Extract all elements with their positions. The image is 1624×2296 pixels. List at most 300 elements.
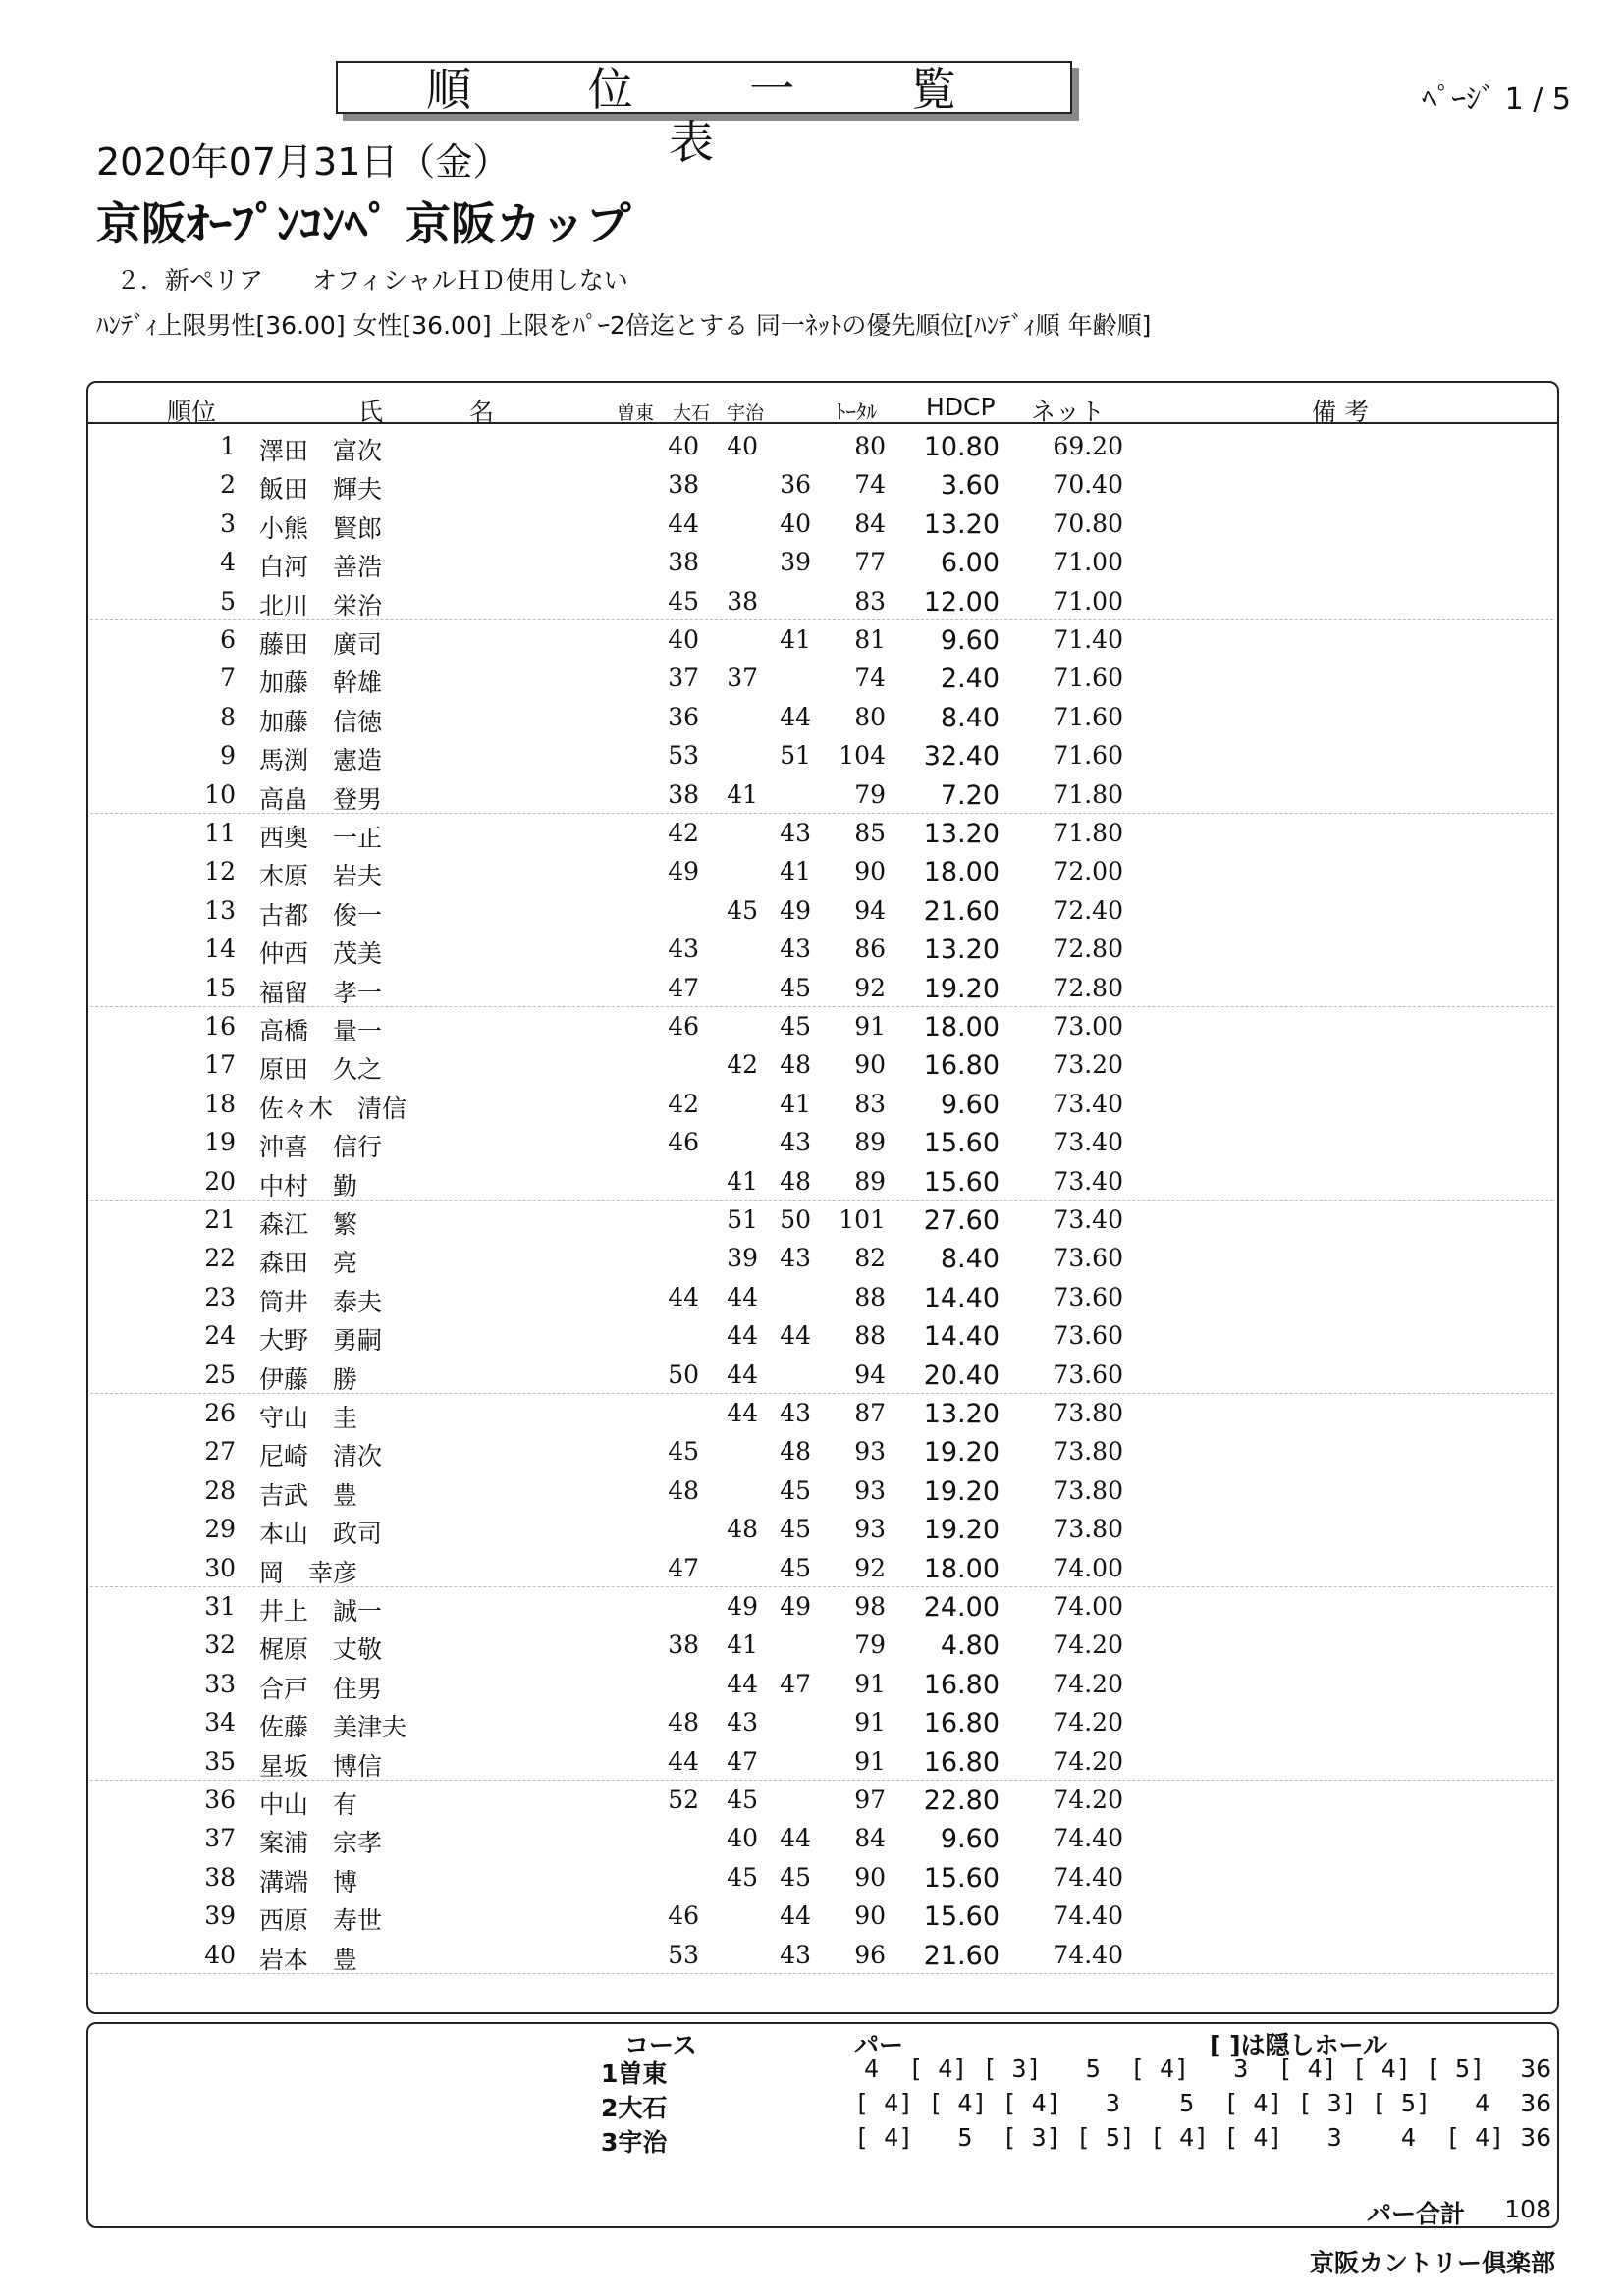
cell-hdcp: 19.20 (923, 973, 1000, 1004)
cell-net: 71.60 (1053, 702, 1123, 731)
cell-name: 梶原 丈敬 (259, 1635, 383, 1665)
cell-rank: 29 (204, 1515, 236, 1544)
par-total-label: パー合計 (1367, 2200, 1466, 2228)
page-title: 順 位 一 覧 表 (336, 61, 1072, 114)
cell-hdcp: 9.60 (940, 1824, 1000, 1855)
cell-c1: 44 (668, 1282, 699, 1311)
cell-net: 73.40 (1053, 1166, 1123, 1196)
cell-c2: 45 (727, 895, 758, 925)
scoring-method: ２．新ペリア オフィシャルＨＤ使用しない (116, 266, 628, 294)
table-row (90, 851, 1553, 889)
cell-name: 中山 有 (259, 1790, 358, 1819)
cell-hdcp: 15.60 (923, 1862, 1000, 1894)
table-row (90, 1084, 1553, 1122)
cell-c3: 45 (780, 1012, 811, 1041)
cell-c1: 37 (668, 664, 699, 693)
cell-total: 91 (854, 1708, 886, 1737)
cell-c2: 47 (727, 1746, 758, 1776)
col-course-1: 曽東 (617, 402, 655, 424)
col-rank: 順位 (167, 398, 217, 426)
cell-c3: 44 (780, 1824, 811, 1853)
cell-net: 74.40 (1053, 1824, 1123, 1853)
table-row (90, 1857, 1553, 1896)
cell-c1: 53 (668, 741, 699, 771)
cell-net: 72.80 (1053, 934, 1123, 964)
cell-name: 高橋 量一 (259, 1017, 383, 1045)
cell-hdcp: 18.00 (923, 1553, 1000, 1584)
cell-c3: 44 (780, 702, 811, 731)
cell-name: 中村 勤 (259, 1171, 358, 1201)
col-hdcp: HDCP (926, 393, 996, 421)
col-course-2: 大石 (673, 402, 711, 424)
cell-total: 91 (854, 1012, 886, 1041)
row-group-divider (90, 1973, 1553, 1974)
cell-c2: 40 (727, 432, 758, 460)
cell-name: 岡 幸彦 (259, 1558, 358, 1587)
cell-name: 仲西 茂美 (259, 939, 383, 969)
cell-c1: 46 (668, 1128, 699, 1157)
cell-c1: 49 (668, 857, 699, 886)
cell-hdcp: 18.00 (923, 857, 1000, 888)
cell-total: 84 (854, 508, 886, 538)
cell-rank: 18 (204, 1089, 236, 1118)
cell-c1: 38 (668, 548, 699, 577)
cell-hdcp: 9.60 (940, 1089, 1000, 1120)
table-row (90, 1741, 1553, 1780)
cell-name: 高畠 登男 (259, 784, 383, 814)
cell-total: 80 (854, 432, 886, 460)
cell-name: 尼崎 清次 (259, 1442, 383, 1471)
cell-net: 71.80 (1053, 779, 1123, 809)
cell-c1: 38 (668, 779, 699, 809)
table-row (90, 929, 1553, 967)
cell-total: 79 (854, 779, 886, 809)
course-line-pars: [ 4] [ 4] [ 4] 3 5 [ 4] [ 3] [ 5] 4 (854, 2089, 1490, 2117)
cell-c2: 45 (727, 1786, 758, 1814)
cell-name: 溝端 博 (259, 1867, 358, 1896)
hidden-hole-note: [ ]は隠しホール (1210, 2031, 1388, 2059)
cell-rank: 13 (204, 895, 236, 925)
cell-total: 90 (854, 1901, 886, 1931)
cell-rank: 40 (204, 1940, 236, 1969)
cell-name: 森江 繁 (259, 1210, 358, 1239)
cell-rank: 8 (220, 702, 236, 731)
course-line-name: 3宇治 (601, 2128, 668, 2157)
cell-net: 73.40 (1053, 1089, 1123, 1118)
table-row (90, 1277, 1553, 1315)
cell-c1: 52 (668, 1786, 699, 1814)
cell-hdcp: 12.00 (923, 586, 1000, 617)
cell-c3: 45 (780, 1515, 811, 1544)
cell-name: 加藤 幹雄 (259, 668, 383, 698)
cell-name: 星坂 博信 (259, 1751, 383, 1781)
col-name-1: 氏 (358, 398, 384, 426)
cell-hdcp: 18.00 (923, 1012, 1000, 1042)
cell-c3: 40 (780, 508, 811, 538)
cell-hdcp: 2.40 (940, 664, 1000, 695)
table-row (90, 1509, 1553, 1547)
table-row (90, 1044, 1553, 1083)
cell-net: 73.60 (1053, 1282, 1123, 1311)
table-row (90, 1780, 1553, 1818)
cell-total: 89 (854, 1166, 886, 1196)
cell-name: 合戸 住男 (259, 1674, 383, 1703)
cell-net: 73.60 (1053, 1321, 1123, 1351)
cell-c2: 51 (727, 1205, 758, 1234)
cell-name: 飯田 輝夫 (259, 475, 383, 505)
cell-c3: 43 (780, 819, 811, 847)
cell-hdcp: 20.40 (923, 1360, 1000, 1391)
cell-net: 73.80 (1053, 1475, 1123, 1505)
cell-total: 92 (854, 1553, 886, 1582)
cell-net: 74.20 (1053, 1669, 1123, 1698)
cell-rank: 12 (204, 857, 236, 886)
cell-rank: 9 (220, 741, 236, 771)
cell-net: 73.60 (1053, 1360, 1123, 1389)
cell-rank: 32 (204, 1630, 236, 1660)
table-row (90, 1200, 1553, 1238)
table-row (90, 1548, 1553, 1586)
cell-name: 西原 寿世 (259, 1906, 383, 1936)
cell-name: 吉武 豊 (259, 1480, 358, 1510)
cell-net: 71.00 (1053, 548, 1123, 577)
cell-rank: 22 (204, 1244, 236, 1273)
cell-c2: 45 (727, 1862, 758, 1892)
cell-c3: 48 (780, 1050, 811, 1080)
cell-net: 72.40 (1053, 895, 1123, 925)
table-row (90, 1315, 1553, 1354)
cell-rank: 27 (204, 1437, 236, 1467)
cell-hdcp: 16.80 (923, 1669, 1000, 1700)
cell-c2: 43 (727, 1708, 758, 1737)
cell-name: 森田 亮 (259, 1249, 358, 1278)
cell-c3: 43 (780, 1399, 811, 1427)
cell-rank: 16 (204, 1012, 236, 1041)
cell-net: 70.40 (1053, 470, 1123, 500)
cell-total: 90 (854, 857, 886, 886)
cell-rank: 34 (204, 1708, 236, 1737)
cell-total: 85 (854, 819, 886, 847)
cell-c2: 44 (727, 1282, 758, 1311)
cell-hdcp: 9.60 (940, 625, 1000, 656)
cell-hdcp: 16.80 (923, 1746, 1000, 1778)
cell-total: 83 (854, 586, 886, 615)
cell-c2: 44 (727, 1360, 758, 1389)
cell-total: 101 (839, 1205, 886, 1234)
cell-c3: 49 (780, 895, 811, 925)
course-line-name: 1曽東 (601, 2059, 668, 2088)
cell-total: 97 (854, 1786, 886, 1814)
cell-rank: 24 (204, 1321, 236, 1351)
cell-net: 74.20 (1053, 1630, 1123, 1660)
cell-total: 92 (854, 973, 886, 1002)
cell-net: 71.60 (1053, 664, 1123, 693)
cell-total: 86 (854, 934, 886, 964)
cell-hdcp: 15.60 (923, 1166, 1000, 1198)
cell-c3: 45 (780, 1475, 811, 1505)
cell-net: 73.80 (1053, 1399, 1123, 1427)
cell-hdcp: 21.60 (923, 1940, 1000, 1971)
cell-c1: 46 (668, 1012, 699, 1041)
cell-name: 古都 俊一 (259, 900, 383, 930)
table-row (90, 1586, 1553, 1625)
cell-rank: 5 (220, 586, 236, 615)
cell-c3: 45 (780, 1862, 811, 1892)
cell-total: 88 (854, 1282, 886, 1311)
cell-rank: 23 (204, 1282, 236, 1311)
cell-net: 73.20 (1053, 1050, 1123, 1080)
cell-rank: 20 (204, 1166, 236, 1196)
cell-total: 90 (854, 1050, 886, 1080)
cell-hdcp: 14.40 (923, 1321, 1000, 1353)
cell-c1: 42 (668, 1089, 699, 1118)
cell-rank: 25 (204, 1360, 236, 1389)
cell-c3: 44 (780, 1901, 811, 1931)
course-header: コース (624, 2031, 697, 2059)
table-row (90, 1664, 1553, 1702)
cell-name: 白河 善浩 (259, 553, 383, 582)
course-line-pars: 4 [ 4] [ 3] 5 [ 4] 3 [ 4] [ 4] [ 5] (864, 2055, 1486, 2083)
cell-rank: 4 (220, 548, 236, 577)
cell-name: 佐々木 清信 (259, 1094, 407, 1123)
cell-c1: 38 (668, 470, 699, 500)
event-date: 2020年07月31日（金） (96, 140, 511, 184)
cell-total: 104 (839, 741, 886, 771)
cell-hdcp: 13.20 (923, 934, 1000, 966)
cell-name: 案浦 宗孝 (259, 1829, 383, 1858)
cell-c1: 53 (668, 1940, 699, 1969)
cell-net: 74.40 (1053, 1862, 1123, 1892)
cell-c3: 45 (780, 973, 811, 1002)
cell-name: 沖喜 信行 (259, 1133, 383, 1162)
cell-hdcp: 27.60 (923, 1205, 1000, 1236)
cell-hdcp: 16.80 (923, 1050, 1000, 1082)
cell-hdcp: 13.20 (923, 819, 1000, 849)
table-row (90, 1625, 1553, 1663)
cell-hdcp: 19.20 (923, 1475, 1000, 1507)
table-row (90, 735, 1553, 774)
cell-rank: 28 (204, 1475, 236, 1505)
cell-c1: 43 (668, 934, 699, 964)
cell-name: 西奥 一正 (259, 824, 383, 852)
cell-name: 北川 栄治 (259, 591, 383, 620)
table-row (90, 813, 1553, 851)
cell-rank: 7 (220, 664, 236, 693)
cell-net: 72.80 (1053, 973, 1123, 1002)
cell-name: 加藤 信徳 (259, 707, 383, 736)
cell-total: 94 (854, 895, 886, 925)
cell-rank: 15 (204, 973, 236, 1002)
cell-hdcp: 14.40 (923, 1282, 1000, 1313)
cell-c2: 41 (727, 1630, 758, 1660)
par-total: 108 (1504, 2195, 1551, 2223)
cell-hdcp: 4.80 (940, 1630, 1000, 1662)
table-row (90, 1818, 1553, 1856)
course-line-total: 36 (1520, 2055, 1551, 2083)
cell-c2: 41 (727, 779, 758, 809)
cell-c1: 47 (668, 1553, 699, 1582)
cell-c3: 48 (780, 1437, 811, 1467)
cell-c3: 36 (780, 470, 811, 500)
cell-total: 93 (854, 1515, 886, 1544)
cell-c3: 43 (780, 1128, 811, 1157)
cell-net: 73.80 (1053, 1515, 1123, 1544)
cell-rank: 17 (204, 1050, 236, 1080)
cell-c2: 39 (727, 1244, 758, 1273)
cell-rank: 2 (220, 470, 236, 500)
cell-rank: 10 (204, 779, 236, 809)
cell-c1: 40 (668, 432, 699, 460)
cell-net: 74.20 (1053, 1708, 1123, 1737)
col-net: ネット (1031, 398, 1106, 426)
cell-name: 原田 久之 (259, 1055, 383, 1085)
col-course-3: 宇治 (727, 402, 765, 424)
cell-name: 本山 政司 (259, 1520, 383, 1549)
cell-c1: 45 (668, 1437, 699, 1467)
table-row (90, 1431, 1553, 1469)
cell-name: 守山 圭 (259, 1404, 358, 1432)
cell-name: 藤田 廣司 (259, 630, 383, 659)
cell-net: 69.20 (1053, 432, 1123, 460)
cell-c1: 40 (668, 625, 699, 654)
table-row (90, 1470, 1553, 1509)
cell-c3: 44 (780, 1321, 811, 1351)
cell-rank: 33 (204, 1669, 236, 1698)
cell-net: 73.40 (1053, 1128, 1123, 1157)
course-line-name: 2大石 (601, 2094, 668, 2122)
cell-c3: 51 (780, 741, 811, 771)
cell-rank: 30 (204, 1553, 236, 1582)
cell-c1: 44 (668, 508, 699, 538)
table-row (90, 890, 1553, 929)
cell-hdcp: 21.60 (923, 895, 1000, 927)
cell-hdcp: 24.00 (923, 1592, 1000, 1623)
cell-total: 80 (854, 702, 886, 731)
cell-c3: 39 (780, 548, 811, 577)
par-header: パー (854, 2031, 904, 2059)
cell-net: 74.40 (1053, 1940, 1123, 1969)
table-row (90, 1935, 1553, 1973)
cell-net: 71.60 (1053, 741, 1123, 771)
cell-rank: 21 (204, 1205, 236, 1234)
table-row (90, 697, 1553, 735)
course-line-total: 36 (1520, 2123, 1551, 2152)
cell-total: 82 (854, 1244, 886, 1273)
table-row (90, 1122, 1553, 1160)
table-row (90, 774, 1553, 813)
cell-rank: 3 (220, 508, 236, 538)
cell-name: 佐藤 美津夫 (259, 1713, 407, 1742)
cell-total: 98 (854, 1592, 886, 1621)
cell-net: 74.20 (1053, 1786, 1123, 1814)
cell-total: 89 (854, 1128, 886, 1157)
cell-c2: 42 (727, 1050, 758, 1080)
cell-hdcp: 3.60 (940, 470, 1000, 502)
cell-total: 91 (854, 1669, 886, 1698)
cell-rank: 14 (204, 934, 236, 964)
cell-c3: 43 (780, 934, 811, 964)
cell-total: 88 (854, 1321, 886, 1351)
cell-c1: 45 (668, 586, 699, 615)
table-row (90, 581, 1553, 619)
table-row (90, 1161, 1553, 1200)
cell-rank: 31 (204, 1592, 236, 1621)
cell-net: 74.20 (1053, 1746, 1123, 1776)
cell-rank: 37 (204, 1824, 236, 1853)
cell-c2: 41 (727, 1166, 758, 1196)
table-row (90, 542, 1553, 580)
cell-total: 93 (854, 1437, 886, 1467)
table-row (90, 1393, 1553, 1431)
cell-hdcp: 7.20 (940, 779, 1000, 811)
cell-name: 伊藤 勝 (259, 1364, 358, 1394)
cell-net: 74.00 (1053, 1592, 1123, 1621)
cell-total: 81 (854, 625, 886, 654)
cell-net: 72.00 (1053, 857, 1123, 886)
cell-c1: 36 (668, 702, 699, 731)
table-row (90, 968, 1553, 1006)
cell-c3: 47 (780, 1669, 811, 1698)
table-row (90, 464, 1553, 503)
cell-name: 小熊 賢郎 (259, 513, 383, 543)
cell-c3: 43 (780, 1244, 811, 1273)
table-row (90, 619, 1553, 658)
table-row (90, 658, 1553, 696)
cell-hdcp: 10.80 (923, 432, 1000, 462)
cell-c3: 50 (780, 1205, 811, 1234)
cell-c3: 41 (780, 625, 811, 654)
cell-hdcp: 19.20 (923, 1515, 1000, 1546)
table-row (90, 1702, 1553, 1740)
course-line-pars: [ 4] 5 [ 3] [ 5] [ 4] [ 4] 3 4 [ 4] (854, 2123, 1505, 2152)
cell-name: 井上 誠一 (259, 1597, 383, 1626)
cell-total: 74 (854, 470, 886, 500)
cell-name: 福留 孝一 (259, 978, 383, 1007)
cell-c3: 45 (780, 1553, 811, 1582)
cell-name: 馬渕 憲造 (259, 746, 383, 775)
cell-name: 木原 岩夫 (259, 862, 383, 891)
cell-rank: 19 (204, 1128, 236, 1157)
cell-name: 筒井 泰夫 (259, 1287, 383, 1316)
cell-total: 84 (854, 1824, 886, 1853)
cell-total: 79 (854, 1630, 886, 1660)
cell-c3: 43 (780, 1940, 811, 1969)
cell-total: 94 (854, 1360, 886, 1389)
cell-name: 岩本 豊 (259, 1945, 358, 1974)
col-name-2: 名 (469, 398, 495, 426)
cell-hdcp: 19.20 (923, 1437, 1000, 1468)
cell-net: 70.80 (1053, 508, 1123, 538)
cell-c3: 49 (780, 1592, 811, 1621)
cell-total: 83 (854, 1089, 886, 1118)
cell-c2: 37 (727, 664, 758, 693)
table-row (90, 1355, 1553, 1393)
cell-hdcp: 6.00 (940, 548, 1000, 579)
cell-c1: 42 (668, 819, 699, 847)
cell-total: 90 (854, 1862, 886, 1892)
cell-hdcp: 15.60 (923, 1128, 1000, 1159)
table-row (90, 1238, 1553, 1276)
cell-c2: 40 (727, 1824, 758, 1853)
cell-net: 74.40 (1053, 1901, 1123, 1931)
cell-net: 73.80 (1053, 1437, 1123, 1467)
cell-hdcp: 22.80 (923, 1786, 1000, 1816)
cell-hdcp: 13.20 (923, 1399, 1000, 1429)
cell-total: 87 (854, 1399, 886, 1427)
cell-rank: 11 (204, 819, 236, 847)
col-total: ﾄｰﾀﾙ (836, 400, 877, 424)
cell-rank: 39 (204, 1901, 236, 1931)
